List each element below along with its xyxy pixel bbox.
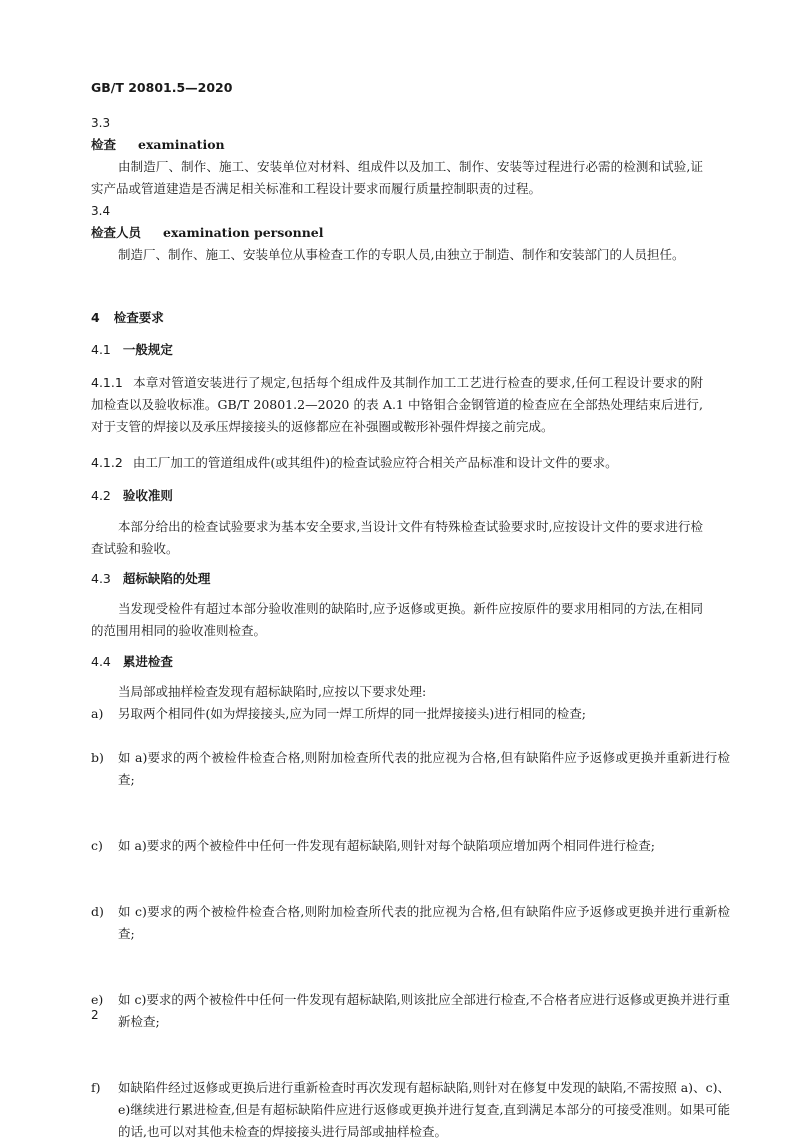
chapter-title: 检查要求	[113, 310, 164, 325]
section-heading-4-1	[91, 339, 703, 361]
term-number-3-4: 3.4	[91, 204, 111, 218]
term-definition-examination: 由制造厂、制作、施工、安装单位对材料、组成件以及加工、制作、安装等过程进行必需的检测和试验,证实产品或管道建造是否满足相关标准和工程设计要求而履行质量控制职责的过程。	[91, 159, 703, 196]
page-number: 2	[91, 1008, 99, 1022]
section-number: 4.2	[91, 488, 111, 503]
list-item-d	[91, 901, 730, 945]
clause-4-1-2	[91, 452, 703, 474]
section-4-2-text: 本部分给出的检查试验要求为基本安全要求,当设计文件有特殊检查试验要求时,应按设计文件的要求进行检查试验和验收。	[91, 519, 703, 556]
clause-text: 本章对管道安装进行了规定,包括每个组成件及其制作加工工艺进行检查的要求,任何工程设计要求的附加检查以及验收标准。GB/T 20801.2—2020 的表 A.1 中铬钼合金钢管道的检查应在全部热处理结束后进行,对于支管的焊接以及承压焊接接头的返修都应在补强圈或鞍形补强件焊接之前完成。	[91, 375, 703, 434]
chapter-heading-4	[91, 307, 703, 329]
section-title: 一般规定	[122, 342, 173, 357]
section-heading-4-2	[91, 485, 703, 507]
clause-number: 4.1.2	[91, 455, 123, 470]
list-marker: f)	[91, 1080, 101, 1095]
clause-text: 由工厂加工的管道组成件(或其组件)的检查试验应符合相关产品标准和设计文件的要求。	[132, 455, 618, 470]
term-en: examination	[138, 137, 225, 152]
section-4-4-intro: 当局部或抽样检查发现有超标缺陷时,应按以下要求处理:	[118, 684, 427, 699]
term-cn: 检查	[91, 137, 117, 152]
standard-number: GB/T 20801.5—2020	[91, 80, 233, 95]
clause-4-1-1	[91, 372, 703, 438]
section-title: 超标缺陷的处理	[122, 571, 211, 586]
list-text: 如缺陷件经过返修或更换后进行重新检查时再次发现有超标缺陷,则针对在修复中发现的缺陷,不需按照 a)、c)、e)继续进行累进检查,但是有超标缺陷件应进行返修或更换并进行复查,直到满足本部分的可接受准则。如果可能的话,也可以对其他未检查的焊接接头进行局部或抽样检查。	[118, 1080, 730, 1139]
term-number-3-3: 3.3	[91, 116, 111, 130]
section-number: 4.4	[91, 654, 111, 669]
list-item-f	[91, 1077, 730, 1143]
chapter-number: 4	[91, 310, 100, 325]
section-heading-4-3	[91, 568, 703, 590]
list-text: 如 c)要求的两个被检件中任何一件发现有超标缺陷,则该批应全部进行检查,不合格者应进行返修或更换并进行重新检查;	[118, 992, 730, 1029]
list-item-b	[91, 747, 730, 791]
term-title-examination	[91, 134, 703, 156]
section-4-3-text: 当发现受检件有超过本部分验收准则的缺陷时,应予返修或更换。新件应按原件的要求用相同的方法,在相同的范围用相同的验收准则检查。	[91, 601, 703, 638]
list-text: 如 a)要求的两个被检件检查合格,则附加检查所代表的批应视为合格,但有缺陷件应予返修或更换并重新进行检查;	[118, 750, 730, 787]
term-definition-examination-personnel: 制造厂、制作、施工、安装单位从事检查工作的专职人员,由独立于制造、制作和安装部门的人员担任。	[118, 247, 685, 262]
list-item-e	[91, 989, 730, 1033]
section-title: 累进检查	[122, 654, 173, 669]
clause-number: 4.1.1	[91, 375, 123, 390]
term-cn: 检查人员	[91, 225, 142, 240]
list-text: 如 a)要求的两个被检件中任何一件发现有超标缺陷,则针对每个缺陷项应增加两个相同件进行检查;	[118, 838, 655, 853]
term-en: examination personnel	[163, 225, 324, 240]
list-marker: e)	[91, 992, 104, 1007]
section-heading-4-4	[91, 651, 703, 673]
list-marker: a)	[91, 706, 104, 721]
list-marker: b)	[91, 750, 104, 765]
section-title: 验收准则	[122, 488, 173, 503]
list-marker: c)	[91, 838, 103, 853]
list-marker: d)	[91, 904, 104, 919]
section-number: 4.1	[91, 342, 111, 357]
section-number: 4.3	[91, 571, 111, 586]
list-item-c	[91, 835, 730, 857]
list-item-a	[91, 703, 730, 725]
list-text: 另取两个相同件(如为焊接接头,应为同一焊工所焊的同一批焊接接头)进行相同的检查;	[118, 706, 586, 721]
list-text: 如 c)要求的两个被检件检查合格,则附加检查所代表的批应视为合格,但有缺陷件应予返修或更换并进行重新检查;	[118, 904, 730, 941]
term-title-examination-personnel	[91, 222, 703, 244]
